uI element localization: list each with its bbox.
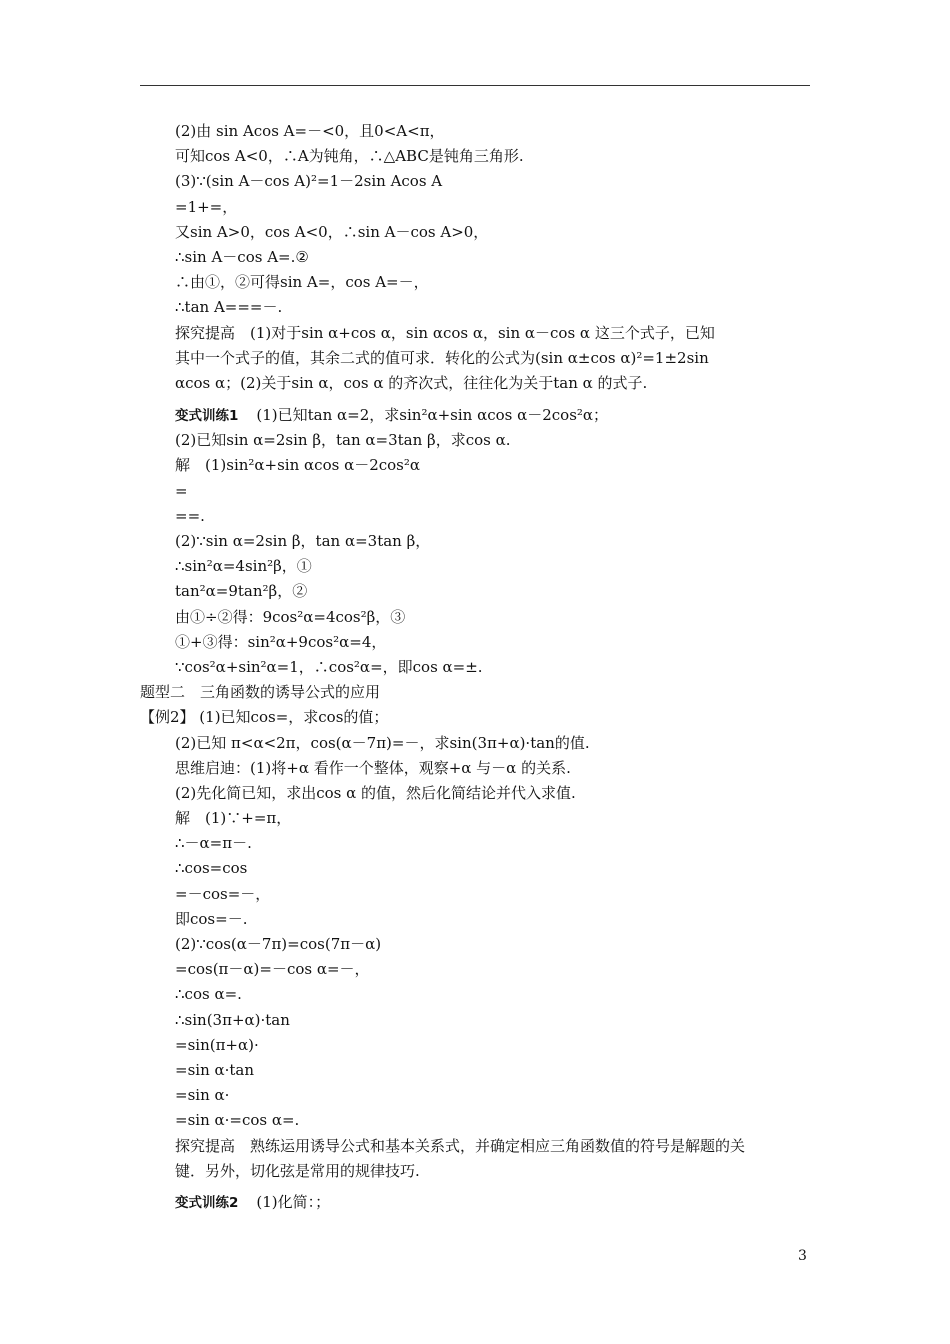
exercise-label: 变式训练2	[175, 1194, 239, 1211]
text-line: tan²α=9tan²β，②	[175, 582, 308, 601]
page-number: 3	[798, 1248, 807, 1264]
text-line: (2)∵sin α=2sin β，tan α=3tan β，	[175, 532, 431, 550]
text-line: 探究提高 (1)对于sin α+cos α，sin αcos α，sin α－cos α 这三个式子，已知	[175, 323, 715, 342]
text-line: ∴sin A－cos A=.②	[175, 247, 309, 266]
text-line: 其中一个式子的值，其余二式的值可求．转化的公式为(sin α±cos α)²=1±2sin	[175, 348, 709, 367]
text-line: ==.	[175, 506, 205, 525]
text-line: ∴cos α=.	[175, 985, 242, 1004]
example-heading: 【例2】 (1)已知cos=，求cos的值；	[140, 708, 389, 727]
text-line: (3)∵(sin A－cos A)²=1－2sin Acos A	[175, 172, 443, 191]
header-rule	[140, 85, 810, 86]
text-line: 由①÷②得：9cos²α=4cos²β，③	[175, 607, 406, 626]
exercise-2-question: (1)化简：；	[256, 1192, 331, 1211]
text-line: ∵cos²α+sin²α=1，∴cos²α=，即cos α=±.	[175, 657, 483, 676]
text-line: (2)由 sin Acos A=－<0，且0<A<π，	[175, 122, 445, 140]
text-line: =cos(π－α)=－cos α=－，	[175, 960, 370, 979]
exercise-label: 变式训练1	[175, 408, 239, 425]
section-title: 题型二 三角函数的诱导公式的应用	[140, 683, 381, 702]
text-line: =	[175, 481, 188, 500]
text-line: 解 (1)∵+=π，	[175, 809, 292, 828]
text-line: ∴由①，②可得sin A=，cos A=－，	[175, 273, 429, 292]
text-line: ①+③得：sin²α+9cos²α=4，	[175, 632, 387, 651]
text-line: =sin(π+α)·	[175, 1035, 259, 1054]
text-line: ∴sin²α=4sin²β，①	[175, 557, 312, 576]
text-line: 解 (1)sin²α+sin αcos α－2cos²α	[175, 456, 421, 475]
exercise-1-heading	[140, 403, 820, 428]
text-line: 又sin A>0，cos A<0，∴sin A－cos A>0，	[175, 222, 489, 241]
text-line: (2)∵cos(α－7π)=cos(7π－α)	[175, 935, 382, 953]
page-content	[140, 119, 820, 1215]
text-line: =1+=，	[175, 197, 238, 216]
text-line: ∴cos=cos	[175, 859, 248, 878]
text-line: (2)已知sin α=2sin β，tan α=3tan β，求cos α.	[175, 431, 511, 450]
text-line: =sin α·tan	[175, 1060, 255, 1079]
text-line: (2)已知 π<α<2π，cos(α－7π)=－，求sin(3π+α)·tan的值.	[175, 733, 590, 752]
text-line: ∴tan A===－.	[175, 298, 283, 317]
text-line: 思维启迪：(1)将+α 看作一个整体，观察+α 与－α 的关系.	[175, 758, 571, 777]
text-line: αcos α；(2)关于sin α，cos α 的齐次式，往往化为关于tan α 的式子.	[175, 373, 648, 392]
text-line: 探究提高 熟练运用诱导公式和基本关系式，并确定相应三角函数值的符号是解题的关	[175, 1136, 746, 1155]
text-line: 可知cos A<0，∴A为钝角，∴△ABC是钝角三角形.	[175, 147, 524, 166]
text-line: ∴sin(3π+α)·tan	[175, 1010, 290, 1029]
text-line: =sin α·	[175, 1086, 230, 1105]
text-line: 键．另外，切化弦是常用的规律技巧.	[175, 1161, 420, 1180]
text-line: (2)先化简已知，求出cos α 的值，然后化简结论并代入求值.	[175, 783, 576, 802]
text-line: =sin α·=cos α=.	[175, 1111, 300, 1130]
text-line: =－cos=－，	[175, 884, 271, 903]
exercise-1-question: (1)已知tan α=2，求sin²α+sin αcos α－2cos²α；	[256, 406, 609, 425]
text-line: 即cos=－.	[175, 909, 248, 928]
exercise-2-heading	[140, 1190, 820, 1215]
text-line: ∴－α=π－.	[175, 834, 252, 853]
